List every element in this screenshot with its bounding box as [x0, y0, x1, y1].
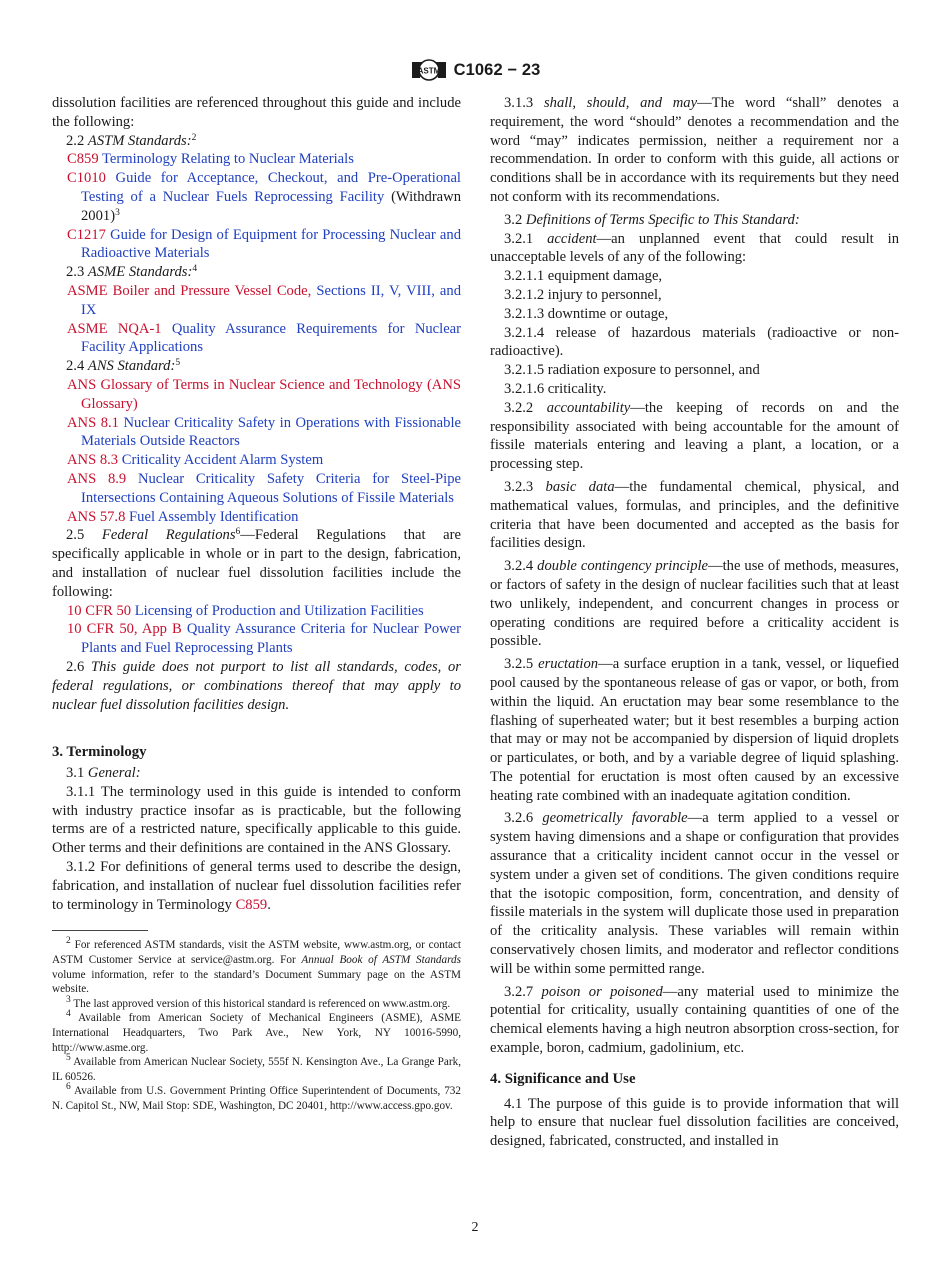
reference-code: ASME NQA-1	[67, 320, 162, 337]
intro-continued: dissolution facilities are referenced throughout this guide and include the following:	[52, 95, 461, 130]
reference-code: ANS 57.8	[67, 508, 126, 525]
right-column	[490, 94, 899, 1151]
section-3-2-1: 3.2.1 accident—an unplanned event that could result in unacceptable levels of any of the following:	[490, 230, 899, 266]
section-3-1-1: 3.1.1 The terminology used in this guide is intended to conform with industry practice insofar as is practicable, but the following terms are of a restricted nature, specifically applicable to this guide. Other terms and their definitions are contained in the ANS Glossary.	[52, 783, 461, 857]
reference-title: Quality Assurance Criteria for Nuclear Power Plants and Fuel Reprocessing Plants	[81, 621, 462, 657]
section-2-5: 2.5 Federal Regulations$^6$—Federal Regulations that are specifically applicable in whole or in part to the design, fabrication, and installation of nuclear fuel dissolution facilities include the following:	[52, 527, 461, 600]
list-item: 3.2.1.6 criticality.	[504, 380, 607, 397]
definition-3-2-6: 3.2.6 geometrically favorable—a term applied to a vessel or system having dimensions and a shape or configuration that provides assurance that a criticality incident cannot occur in the vessel or system under a given set of conditions. The given conditions require that the isotopic composition, form, concentration, and density of fissile materials in the system will duplicate those used in preparation of the criticality analysis. These variables will remain within conservatively chosen limits, and moderator and reflector conditions will be within some permitted range.	[490, 810, 899, 977]
reference-item[interactable]	[52, 282, 461, 320]
reference-code: C1217	[67, 226, 106, 243]
section-4-heading: 4. Significance and Use	[490, 1070, 636, 1087]
left-column	[52, 94, 461, 1114]
reference-code: ASME Boiler and Pressure Vessel Code,	[67, 282, 312, 299]
footnote-2: $^2$ For referenced ASTM standards, visit the ASTM website, www.astm.org, or contact ASTM Customer Service at service@astm.org. For Annual Book of ASTM Standards volume information, refer to the standard’s Document Summary page on the ASTM website.	[52, 936, 461, 996]
footnote-divider	[52, 930, 148, 931]
reference-code: ANS Glossary of Terms in Nuclear Science and Technology (ANS Glossary)	[67, 376, 461, 412]
section-2-4: 2.4 ANS Standard:$^5$	[66, 358, 181, 375]
section-4-1: 4.1 The purpose of this guide is to provide information that will help to ensure that nuclear fuel dissolution facilities are conceived, designed, fabricated, constructed, and installed in	[490, 1095, 899, 1150]
reference-title: Criticality Accident Alarm System	[121, 452, 324, 469]
reference-code: C859	[67, 151, 99, 168]
definition-3-2-3: 3.2.3 basic data—the fundamental chemical, physical, and mathematical values, formulas, and principles, and the definitive criteria that have been documented and accepted as the basis for facilities design.	[490, 478, 899, 552]
page-number: 2	[471, 1220, 479, 1235]
definition-3-2-7: 3.2.7 poison or poisoned—any material used to minimize the potential for criticality, usually containing quantities of one of the chemical elements having a high neutron absorption cross-section, for example, boron, cadmium, gadolinium, etc.	[490, 983, 899, 1057]
reference-code: C1010	[67, 170, 106, 187]
definition-3-2-2: 3.2.2 accountability—the keeping of records on and the responsibility associated with being accountable for the amount of fissile materials entering and leaving a plant, a location, or a processing step.	[490, 399, 900, 473]
reference-code: ANS 8.9	[67, 470, 127, 487]
reference-code: 10 CFR 50	[67, 602, 132, 619]
list-item: 3.2.1.2 injury to personnel,	[504, 286, 662, 303]
reference-title: Guide for Design of Equipment for Processing Nuclear and Radioactive Materials	[81, 226, 461, 262]
reference-item[interactable]	[52, 226, 461, 264]
list-item: 3.2.1.1 equipment damage,	[504, 268, 663, 285]
reference-code: ANS 8.1	[67, 414, 119, 431]
footnote-6: $^6$ Available from U.S. Government Printing Office Superintendent of Documents, 732 N. Capitol St., NW, Mail Stop: SDE, Washington, DC 20401, http://www.access.gpo.gov.	[52, 1082, 461, 1112]
reference-code: 10 CFR 50, App B	[67, 621, 182, 638]
reference-title: Nuclear Criticality Safety Criteria for Steel-Pipe Intersections Containing Aqueous Solutions of Fissile Materials	[81, 470, 461, 506]
page-header	[0, 58, 950, 82]
section-3-1-2: 3.1.2 For definitions of general terms used to describe the design, fabrication, and installation of nuclear fuel dissolution facilities refer to terminology in Terminology C859.	[52, 859, 461, 913]
reference-item[interactable]	[52, 150, 461, 169]
reference-title: Licensing of Production and Utilization Facilities	[134, 602, 424, 619]
section-3-heading: 3. Terminology	[52, 744, 147, 761]
section-3-2: 3.2 Definitions of Terms Specific to This Standard:	[504, 211, 800, 228]
reference-item[interactable]	[52, 451, 461, 470]
reference-title: Fuel Assembly Identification	[129, 508, 299, 525]
definition-3-2-5: 3.2.5 eructation—a surface eruption in a tank, vessel, or liquefied pool caused by the spontaneous release of gas or vapor, or both, from within the liquid. An eructation may bear some resemblance to the flashing of superheated water; but it best resembles a burping action that may or may not be accompanied by dispersion of liquid droplets or particulates, or both, and by a variable degree of liquid splashing. The potential for eructation is most often caused by an excessive heating rate combined with an inadequate agitation condition.	[490, 656, 900, 804]
list-item: 3.2.1.5 radiation exposure to personnel, and	[504, 362, 760, 379]
astm-logo-icon	[410, 58, 448, 82]
section-2-3: 2.3 ASME Standards:$^4$	[66, 264, 198, 281]
svg-text:ASTM: ASTM	[417, 66, 440, 76]
section-2-6: 2.6 This guide does not purport to list all standards, codes, or federal regulations, or combinations thereof that may apply to nuclear fuel dissolution facilities design.	[52, 658, 461, 713]
section-3-1: 3.1 General:	[66, 765, 141, 782]
list-item: 3.2.1.3 downtime or outage,	[504, 305, 669, 322]
reference-item[interactable]	[52, 602, 461, 621]
list-item: 3.2.1.4 release of hazardous materials (radioactive or non-radioactive).	[490, 324, 899, 360]
reference-item[interactable]	[52, 320, 461, 358]
reference-title: Terminology Relating to Nuclear Materials	[102, 151, 354, 168]
section-2-2: 2.2 ASTM Standards:$^2$	[66, 132, 197, 149]
reference-link[interactable]: C859	[235, 896, 268, 913]
section-3-1-3: 3.1.3 shall, should, and may—The word “shall” denotes a requirement, the word “should” denotes a recommendation and the word “may” indicates permission, neither a requirement nor a recommendation. In order to conform with this guide, all actions or conditions shall be in accordance with its requirements but they need not conform with its recommendations.	[490, 95, 899, 205]
reference-title: Sections II, V, VIII, and IX	[81, 282, 461, 318]
document-id: C1062 − 23	[453, 60, 541, 79]
reference-item[interactable]	[52, 470, 461, 508]
definition-3-2-4: 3.2.4 double contingency principle—the use of methods, measures, or factors of safety in the design of nuclear facilities such that at least two unlikely, independent, and concurrent changes in process or operating conditions are required before a criticality accident is possible.	[490, 558, 899, 650]
reference-item[interactable]	[52, 414, 461, 452]
reference-code: ANS 8.3	[67, 452, 119, 469]
reference-item[interactable]: C1010 Guide for Acceptance, Checkout, and Pre-Operational Testing of a Nuclear Fuels Reprocessing Facility (Withdrawn 2001)$^3$	[67, 170, 461, 224]
footnote-4: $^4$ Available from American Society of Mechanical Engineers (ASME), ASME International Headquarters, Two Park Ave., New York, NY 10016-5990, http://www.asme.org.	[52, 1009, 461, 1054]
footnote-3: $^3$ The last approved version of this historical standard is referenced on www.astm.org.	[66, 994, 451, 1010]
footnote-5: $^5$ Available from American Nuclear Society, 555f N. Kensington Ave., La Grange Park, IL 60526.	[52, 1053, 461, 1083]
reference-title: Guide for Acceptance, Checkout, and Pre-Operational Testing of a Nuclear Fuels Reprocessing Facility	[81, 170, 461, 205]
reference-item[interactable]	[52, 620, 461, 658]
reference-item[interactable]	[52, 508, 461, 527]
reference-title: Nuclear Criticality Safety in Operations with Fissionable Materials Outside Reactors	[81, 414, 461, 450]
reference-title: Quality Assurance Requirements for Nuclear Facility Applications	[81, 320, 462, 356]
reference-item[interactable]	[52, 376, 461, 414]
